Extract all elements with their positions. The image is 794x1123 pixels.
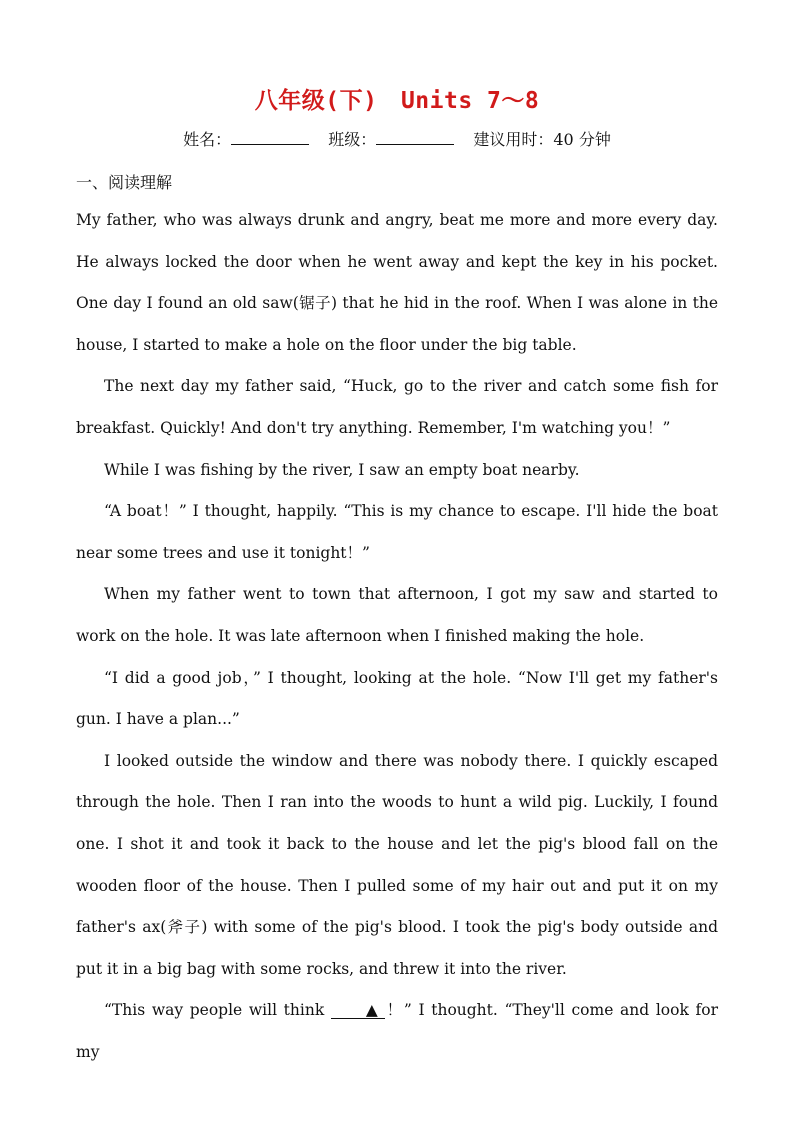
- passage-paragraph-with-blank: [76, 990, 718, 1073]
- passage-paragraph: I looked outside the window and there was nobody there. I quickly escaped through the hole. Then I ran into the woods to hunt a wild pig. Luckily, I found one. I shot it and took it back to the house and let the pig's blood fall on the wooden floor of the house. Then I pulled some of my hair out and put it on my father's ax(斧子) with some of the pig's blood. I took the pig's body outside and put it in a big bag with some rocks, and threw it into the river.: [76, 751, 718, 978]
- page-title: 八年级(下) Units 7～8: [254, 88, 540, 114]
- blank-lead-text: “This way people will think: [104, 1001, 331, 1020]
- name-label: 姓名：: [183, 130, 232, 149]
- student-info-line: [0, 127, 794, 150]
- time-label: 建议用时：40 分钟: [473, 130, 611, 149]
- section-heading: 一、阅读理解: [76, 173, 173, 192]
- passage-paragraph: While I was fishing by the river, I saw an empty boat nearby.: [104, 460, 580, 479]
- passage-paragraph: “I did a good job，” I thought, looking at the hole. “Now I'll get my father's gun. I have a plan...”: [76, 668, 718, 729]
- passage-paragraph: My father, who was always drunk and angry, beat me more and more every day. He always locked the door when he went away and kept the key in his pocket. One day I found an old saw(锯子) that he hid in the roof. When I was alone in the house, I started to make a hole on the floor under the big table.: [76, 211, 718, 354]
- blank-trail-text: ！” I thought. “They'll come and look for my: [76, 1001, 718, 1061]
- passage-paragraph: “A boat！” I thought, happily. “This is my chance to escape. I'll hide the boat near some trees and use it tonight！”: [76, 502, 718, 562]
- answer-blank[interactable]: ▲: [331, 1002, 385, 1019]
- passage-paragraph: The next day my father said, “Huck, go to the river and catch some fish for breakfast. Quickly! And don't try anything. Remember, I'm watching you！”: [76, 377, 718, 437]
- name-blank[interactable]: [231, 128, 309, 145]
- reading-passage: [76, 200, 718, 1073]
- class-label: 班级：: [328, 130, 377, 149]
- passage-paragraph: When my father went to town that afternoon, I got my saw and started to work on the hole. It was late afternoon when I finished making the hole.: [76, 585, 718, 645]
- class-blank[interactable]: [376, 128, 454, 145]
